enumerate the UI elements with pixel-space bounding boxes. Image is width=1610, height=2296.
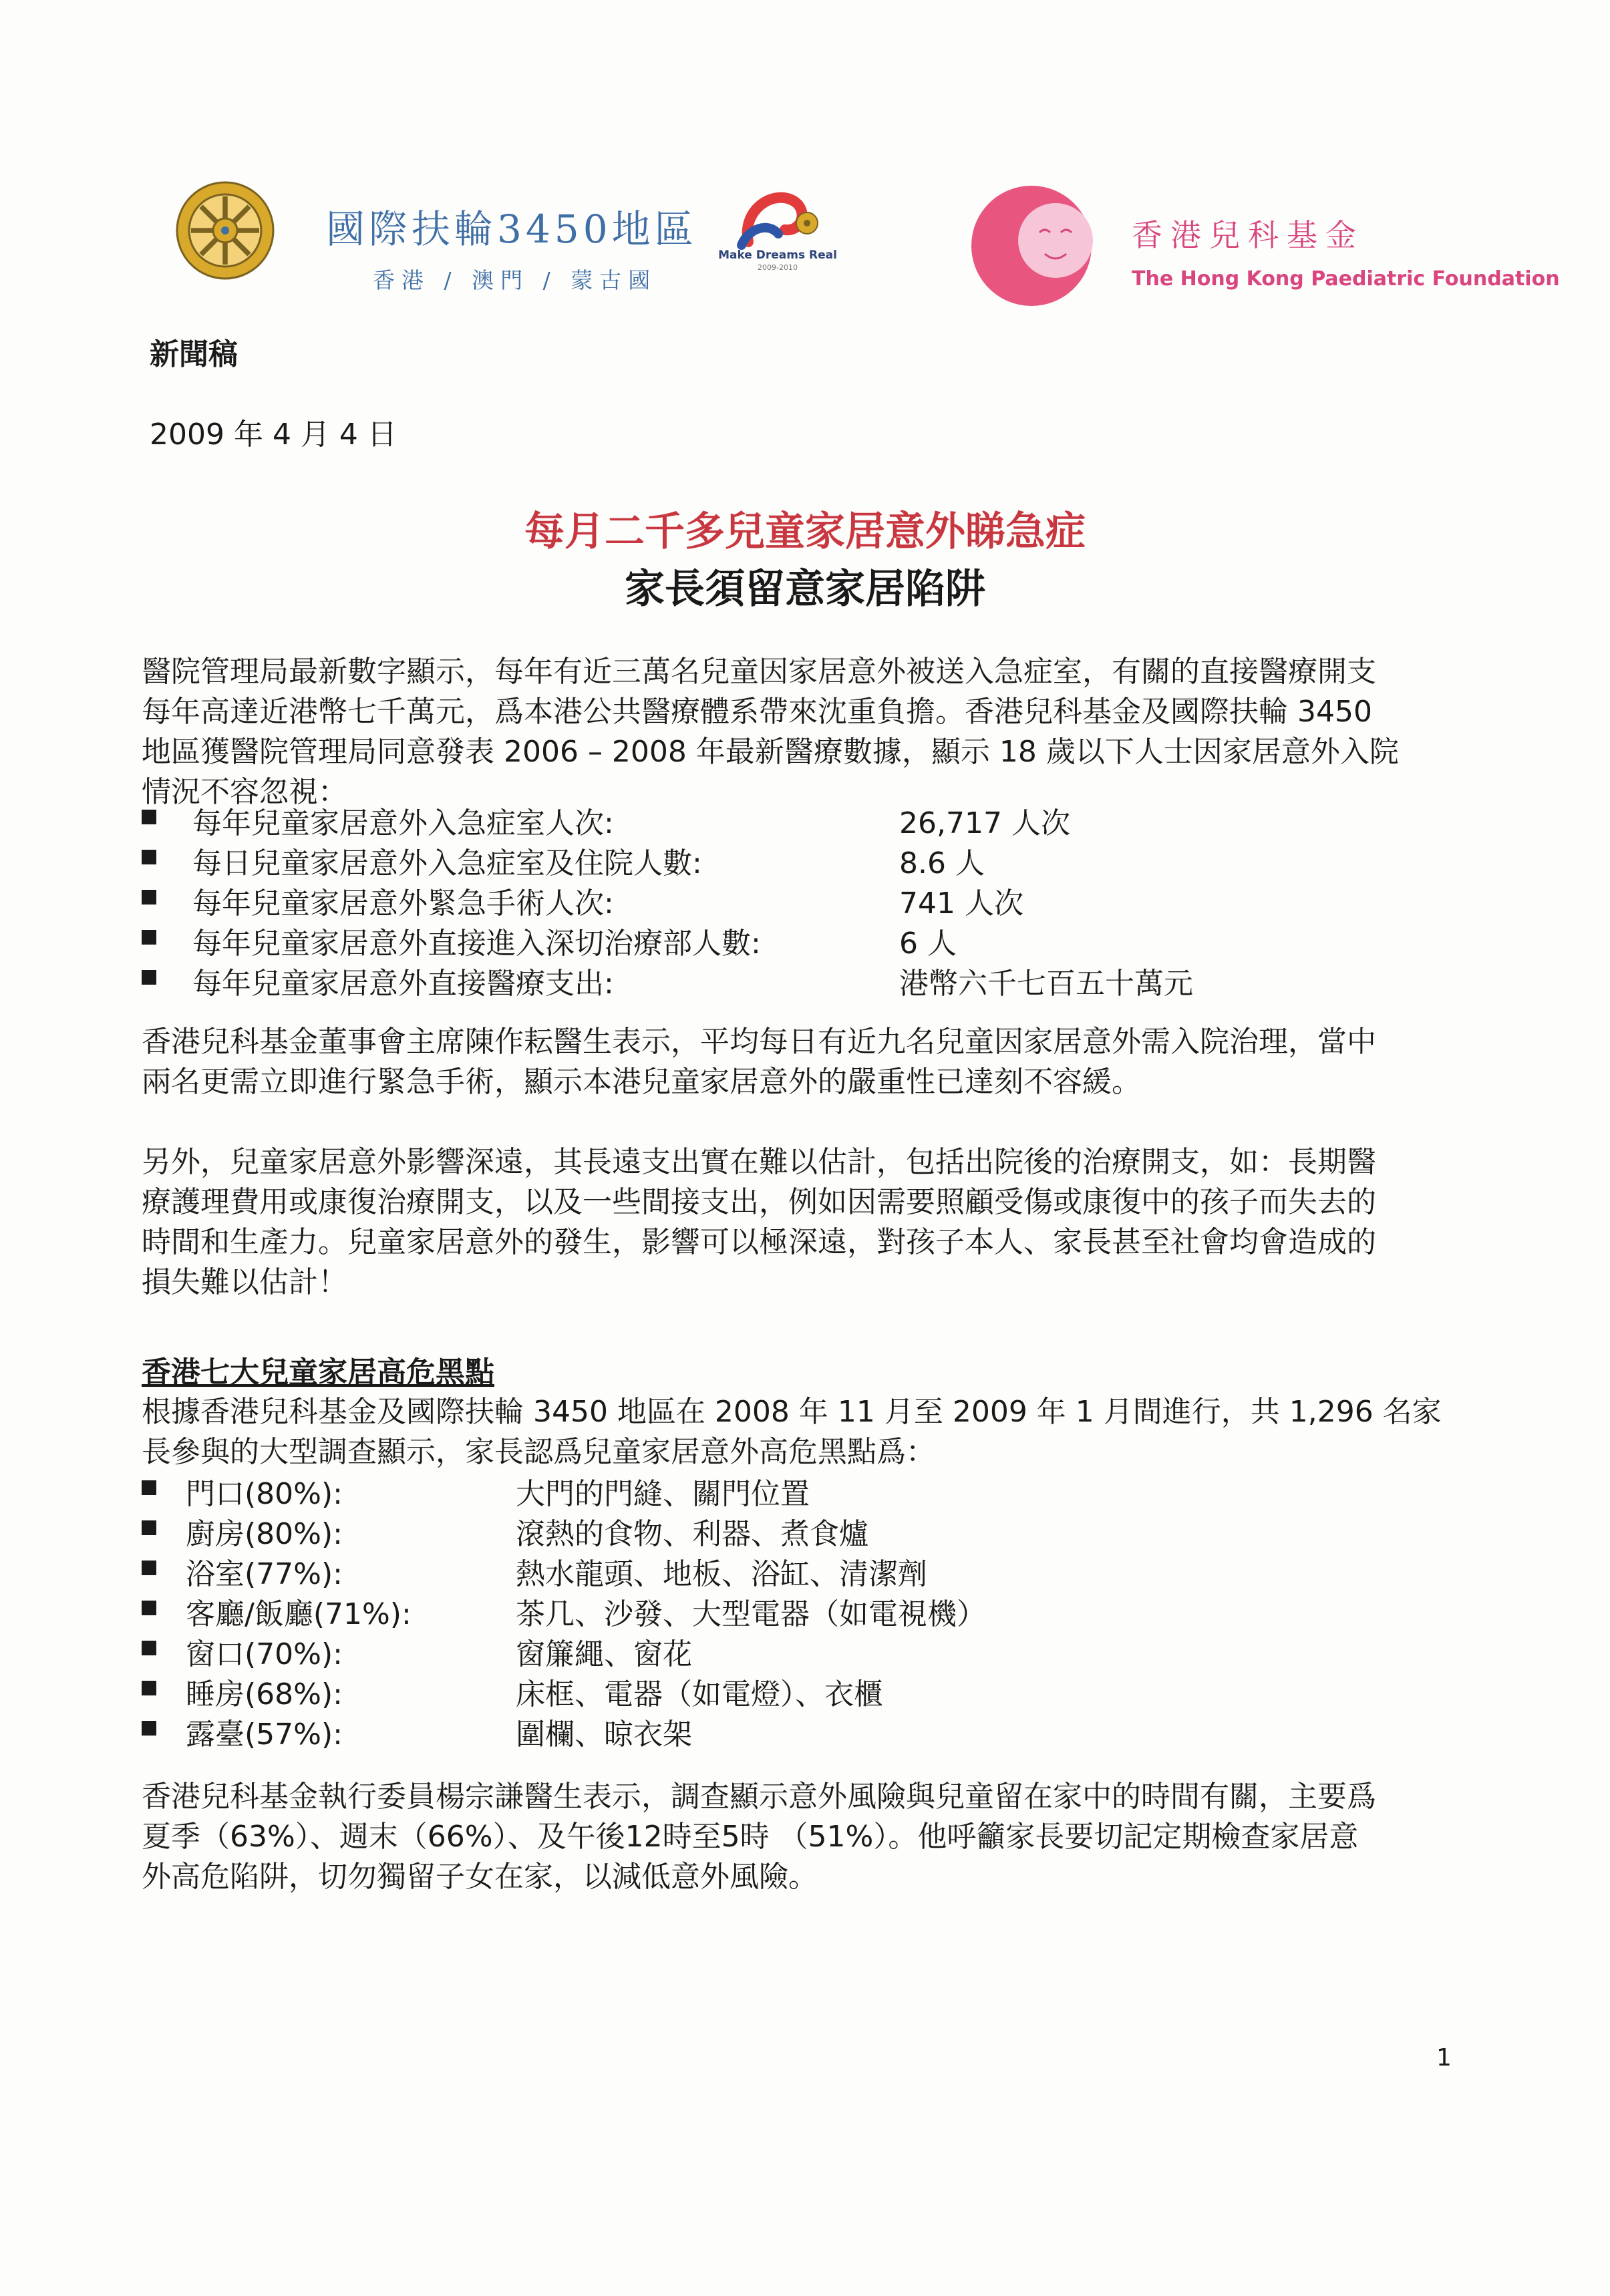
statistic-value: 6 人 [899,927,957,961]
paragraph-long-term-cost [142,1142,1471,1303]
statistic-label: 每年兒童家居意外緊急手術人次: [192,886,614,921]
statistic-label: 每年兒童家居意外入急症室人次: [192,806,614,840]
hazard-details: 圍欄、晾衣架 [516,1717,692,1752]
bullet-icon [142,1721,156,1736]
hazard-details: 茶几、沙發、大型電器（如電視機） [516,1597,986,1631]
paragraph-survey [142,1392,1471,1472]
hkpf-english-name: The Hong Kong Paediatric Foundation [1132,267,1560,291]
bullet-icon [142,1681,156,1695]
hkpf-chinese-name: 香港兒科基金 [1132,217,1364,253]
section-title-hazards: 香港七大兒童家居高危黑點 [142,1355,494,1389]
hazard-location: 窗口(70%): [186,1637,343,1671]
statistic-value: 港幣六千七百五十萬元 [899,967,1193,1001]
statistic-label: 每日兒童家居意外入急症室及住院人數: [192,846,702,880]
bullet-icon [142,1520,156,1535]
paragraph-line: 療護理費用或康復治療開支，以及一些間接支出，例如因需要照顧受傷或康復中的孩子而失去的 [142,1185,1376,1219]
statistic-label: 每年兒童家居意外直接進入深切治療部人數: [192,927,761,961]
hazard-location: 客廳/飯廳(71%): [186,1597,412,1631]
hazard-location: 廚房(80%): [186,1517,343,1551]
paragraph-line: 情況不容忽視： [142,775,347,809]
make-dreams-real-text: Make Dreams Real [718,249,837,262]
paragraph-line: 時間和生產力。兒童家居意外的發生，影響可以極深遠，對孩子本人、家長甚至社會均會造成的 [142,1225,1376,1259]
bullet-icon [142,890,156,905]
paragraph-chairman-quote [142,1022,1471,1102]
paragraph-line: 醫院管理局最新數字顯示，每年有近三萬名兒童因家居意外被送入急症室，有關的直接醫療開支 [142,655,1376,689]
paragraph-line: 另外，兒童家居意外影響深遠，其長遠支出實在難以估計，包括出院後的治療開支，如：長期醫 [142,1145,1376,1179]
hkpf-smiley-logo [970,179,1104,313]
hazard-details: 滾熱的食物、利器、煮食爐 [516,1517,868,1551]
hazard-details: 窗簾繩、窗花 [516,1637,692,1671]
paragraph-line: 長參與的大型調查顯示，家長認爲兒童家居意外高危黑點爲： [142,1435,935,1469]
hazard-details: 熱水龍頭、地板、浴缸、清潔劑 [516,1557,927,1591]
paragraph-line: 香港兒科基金執行委員楊宗謙醫生表示，調查顯示意外風險與兒童留在家中的時間有關，主要爲 [142,1780,1376,1814]
bullet-icon [142,1601,156,1615]
statistic-value: 26,717 人次 [899,806,1070,840]
paragraph-intro [142,652,1471,812]
statistic-label: 每年兒童家居意外直接醫療支出: [192,967,614,1001]
bullet-icon [142,1641,156,1655]
hazard-location: 睡房(68%): [186,1677,343,1711]
statistic-value: 741 人次 [899,886,1023,921]
hazard-details: 大門的門縫、關門位置 [516,1477,810,1511]
paragraph-line: 兩名更需立即進行緊急手術，顯示本港兒童家居意外的嚴重性已達刻不容緩。 [142,1065,1141,1099]
district-subtitle: 香港 / 澳門 / 蒙古國 [373,267,657,293]
paragraph-line: 地區獲醫院管理局同意發表 2006 – 2008 年最新醫療數據，顯示 18 歲以下人士因家居意外入院 [142,735,1399,769]
bullet-icon [142,970,156,985]
hazard-location: 門口(80%): [186,1477,343,1511]
rotary-district-block [326,198,697,295]
hazard-location: 浴室(77%): [186,1557,343,1591]
bullet-icon [142,930,156,945]
bullet-icon [142,810,156,824]
paragraph-line: 損失難以估計！ [142,1265,347,1299]
release-date: 2009 年 4 月 4 日 [150,418,397,452]
hkpf-name-block [1132,211,1560,291]
paragraph-committee-quote [142,1777,1471,1897]
bullet-icon [142,850,156,864]
hazard-details: 床框、電器（如電燈）、衣櫃 [516,1677,883,1711]
headline-main: 每月二千多兒童家居意外睇急症 [524,508,1086,555]
paragraph-line: 外高危陷阱，切勿獨留子女在家，以減低意外風險。 [142,1860,818,1894]
paragraph-line: 香港兒科基金董事會主席陳作耘醫生表示，平均每日有近九名兒童因家居意外需入院治理，當中 [142,1025,1376,1059]
headline-sub: 家長須留意家居陷阱 [625,566,985,613]
rotary-wheel-logo [175,180,275,281]
statistic-value: 8.6 人 [899,846,985,880]
hazard-location: 露臺(57%): [186,1717,343,1752]
district-title: 國際扶輪3450地區 [326,206,697,252]
press-release-label: 新聞稿 [150,337,238,371]
page-number: 1 [1436,2044,1452,2072]
bullet-icon [142,1561,156,1575]
paragraph-line: 每年高達近港幣七千萬元，爲本港公共醫療體系帶來沈重負擔。香港兒科基金及國際扶輪 3450 [142,695,1372,729]
bullet-icon [142,1480,156,1495]
make-dreams-real-years: 2009-2010 [758,263,798,272]
paragraph-line: 夏季（63%）、週末（66%）、及午後12時至5時 （51%）。他呼籲家長要切記定期檢查家居意 [142,1820,1359,1854]
paragraph-line: 根據香港兒科基金及國際扶輪 3450 地區在 2008 年 11 月至 2009 年 1 月間進行，共 1,296 名家 [142,1395,1442,1429]
